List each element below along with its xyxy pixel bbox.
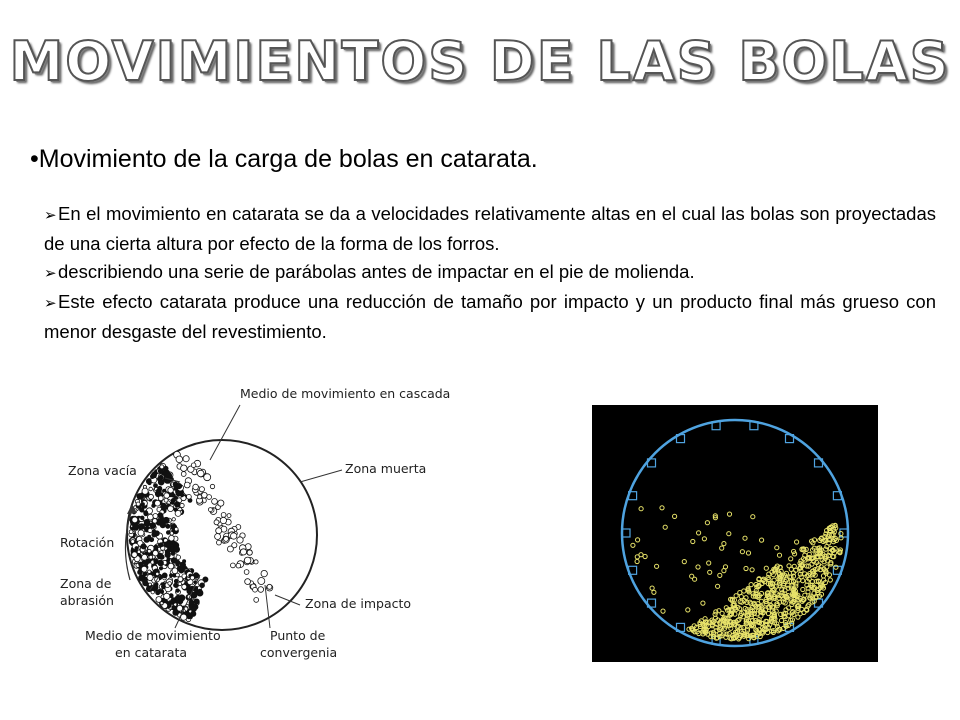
sim-ball [744, 566, 748, 570]
ball [178, 582, 182, 586]
ball [173, 546, 179, 552]
sim-ball [777, 553, 781, 557]
sim-ball [702, 537, 706, 541]
sim-ball [718, 573, 722, 577]
label-abrasion-zone-1: Zona de [60, 576, 112, 591]
ball [224, 536, 229, 541]
ball [168, 563, 174, 569]
ball [141, 516, 145, 520]
ball [165, 552, 170, 557]
sim-ball [760, 538, 764, 542]
ball [182, 584, 187, 589]
sim-ball [631, 543, 635, 547]
sim-ball [787, 564, 791, 568]
ball [258, 587, 264, 593]
sim-ball [639, 507, 643, 511]
ball [152, 530, 156, 534]
ball [215, 534, 221, 540]
ball [197, 470, 204, 477]
ball [216, 528, 222, 534]
label-rotation: Rotación [60, 535, 115, 550]
ball [178, 577, 183, 582]
ball [164, 493, 170, 499]
ball [181, 472, 186, 477]
list-item [44, 258, 936, 288]
ball [231, 533, 237, 539]
ball [236, 563, 241, 568]
ball [132, 552, 138, 558]
sim-ball [635, 555, 639, 559]
main-bullet [30, 143, 930, 175]
ball [150, 538, 154, 542]
sim-ball [660, 506, 664, 510]
ball [147, 479, 151, 483]
sim-ball [686, 608, 690, 612]
ball [143, 581, 148, 586]
ball [261, 570, 267, 576]
ball [171, 498, 175, 502]
ball [153, 514, 158, 519]
ball [158, 560, 164, 566]
ball [164, 498, 168, 502]
label-convergence-2: convergenia [260, 645, 338, 660]
ball [244, 557, 251, 564]
sim-ball [828, 578, 832, 582]
ball [199, 487, 204, 492]
ball [207, 495, 212, 500]
list-item [44, 288, 936, 346]
ball [258, 578, 265, 585]
ball [158, 496, 163, 501]
ball [160, 465, 164, 469]
arrow-bullet-icon: ➢ [44, 265, 57, 282]
sim-ball [734, 594, 738, 598]
sim-ball [764, 566, 768, 570]
sim-ball [743, 536, 747, 540]
bullet-marker: • [30, 145, 39, 173]
ball [177, 605, 183, 611]
liner-lifters [622, 422, 848, 645]
sim-ball [701, 601, 705, 605]
ball [237, 537, 243, 543]
list-item [44, 200, 936, 258]
sim-ball [727, 532, 731, 536]
sim-ball [720, 546, 724, 550]
ball [155, 500, 161, 506]
ball [244, 570, 249, 575]
ball [160, 602, 163, 605]
sim-ball [727, 512, 731, 516]
ball [160, 522, 166, 528]
sim-ball [722, 542, 726, 546]
label-impact-zone: Zona de impacto [305, 596, 412, 611]
sim-ball [663, 525, 667, 529]
sim-ball [759, 599, 763, 603]
ball [175, 510, 181, 516]
ball-motion-diagram [60, 370, 480, 670]
ball [176, 589, 180, 593]
ball [156, 572, 159, 575]
ball [181, 465, 187, 471]
ball [172, 606, 176, 610]
ball [149, 494, 154, 499]
ball [210, 484, 214, 488]
ball [148, 549, 152, 553]
label-abrasion-zone-2: abrasión [60, 593, 114, 608]
sim-ball [673, 514, 677, 518]
sim-ball [705, 521, 709, 525]
ball [158, 513, 163, 518]
ball [168, 487, 174, 493]
sim-ball [635, 559, 639, 563]
ball [174, 579, 178, 583]
slide-title: MOVIMIENTOS DE LAS BOLAS [9, 30, 951, 93]
ball [147, 574, 153, 580]
mill-simulation-image [592, 405, 878, 662]
ball [176, 456, 183, 463]
ball [192, 607, 197, 612]
ball [159, 543, 163, 547]
ball [149, 555, 153, 559]
ball [267, 584, 272, 589]
ball [175, 527, 179, 531]
ball [254, 560, 258, 564]
list-item-text: describiendo una serie de parábolas antes de impactar en el pie de molienda. [58, 261, 695, 282]
label-dead-zone: Zona muerta [345, 461, 427, 476]
sim-ball [655, 564, 659, 568]
sim-ball [650, 586, 654, 590]
ball [153, 519, 158, 524]
ball [176, 573, 180, 577]
ball [142, 488, 148, 494]
ball [217, 540, 222, 545]
ball [190, 576, 194, 580]
sim-ball [636, 538, 640, 542]
label-cascade-medium: Medio de movimiento en cascada [240, 386, 451, 401]
sim-ball [775, 546, 779, 550]
ball [175, 595, 180, 600]
ball [176, 560, 180, 564]
sim-ball [789, 557, 793, 561]
ball [176, 491, 181, 496]
ball [218, 500, 224, 506]
ball [168, 582, 172, 586]
sim-ball [796, 615, 800, 619]
ball [176, 555, 180, 559]
label-cataract-medium-1: Medio de movimiento [85, 628, 221, 643]
ball [139, 575, 145, 581]
ball [175, 502, 180, 507]
ball [184, 482, 190, 488]
ball [253, 587, 258, 592]
sim-ball [708, 570, 712, 574]
ball [156, 488, 161, 493]
sim-ball [821, 574, 825, 578]
sim-ball [792, 564, 796, 568]
sim-ball [691, 539, 695, 543]
sim-ball [661, 609, 665, 613]
ball [161, 585, 164, 588]
label-cataract-medium-2: en catarata [115, 645, 188, 660]
ball [221, 513, 226, 518]
ball [149, 487, 153, 491]
sim-ball [803, 593, 807, 597]
sim-ball [652, 590, 656, 594]
sim-ball [751, 515, 755, 519]
sim-ball [643, 554, 647, 558]
ball [154, 484, 158, 488]
ball [191, 463, 196, 468]
ball [169, 535, 175, 541]
ball [245, 579, 251, 585]
ball [167, 558, 170, 561]
ball [194, 599, 199, 604]
arrow-bullet-icon: ➢ [44, 295, 57, 312]
ball [154, 545, 158, 549]
ball [176, 483, 181, 488]
ball [180, 562, 186, 568]
label-empty-zone: Zona vacía [68, 463, 137, 478]
ball [141, 566, 147, 572]
sim-ball [839, 536, 843, 540]
ball [172, 518, 175, 521]
ball [187, 614, 192, 619]
ball [132, 517, 138, 523]
sim-ball [707, 561, 711, 565]
ball [220, 517, 226, 523]
sim-ball [696, 565, 700, 569]
ball [208, 508, 212, 512]
ball [148, 514, 154, 520]
list-item-text: Este efecto catarata produce una reducción de tamaño por impacto y un producto final más grueso con menor desgaste del revestimiento. [44, 291, 936, 342]
ball [254, 598, 259, 603]
ball [240, 549, 246, 555]
sim-ball [682, 560, 686, 564]
label-convergence-1: Punto de [270, 628, 326, 643]
ball [198, 589, 202, 593]
sim-ball [749, 583, 753, 587]
ball [145, 520, 150, 525]
ball [193, 484, 199, 490]
sim-ball [716, 584, 720, 588]
ball [247, 550, 252, 555]
list-item-text: En el movimiento en catarata se da a velocidades relativamente altas en el cual las bolas son proyectadas de una cierta altura por efecto de la forma de los forros. [44, 203, 936, 254]
main-bullet-text: Movimiento de la carga de bolas en catarata. [38, 145, 538, 173]
arrow-bullet-icon: ➢ [44, 207, 57, 224]
ball [141, 544, 146, 549]
ball [166, 525, 170, 529]
ball [169, 574, 172, 577]
ball [141, 503, 144, 506]
ball [227, 546, 233, 552]
ball [172, 541, 176, 545]
sim-ball [801, 587, 805, 591]
sub-bullet-list [44, 200, 936, 346]
ball [144, 562, 148, 566]
ball [167, 543, 172, 548]
ball [212, 499, 218, 505]
ball [231, 563, 236, 568]
sim-ball [766, 611, 770, 615]
ball [160, 555, 165, 560]
ball [187, 494, 192, 499]
ball [200, 583, 205, 588]
ball [158, 589, 162, 593]
ball [227, 514, 231, 518]
ball [131, 540, 135, 544]
ball [162, 573, 167, 578]
ball [135, 547, 138, 550]
ball [168, 506, 174, 512]
ball [204, 474, 211, 481]
ball [129, 530, 133, 534]
ball [174, 583, 178, 587]
sim-ball [697, 531, 701, 535]
ball [139, 562, 143, 566]
ball [136, 502, 140, 506]
sim-ball [720, 611, 724, 615]
sim-ball [722, 569, 726, 573]
sim-ball [738, 591, 742, 595]
ball [171, 552, 175, 556]
ball [183, 456, 189, 462]
ball [166, 473, 172, 479]
ball [166, 531, 170, 535]
sim-ball [690, 574, 694, 578]
sim-ball [746, 551, 750, 555]
sim-ball [779, 618, 783, 622]
ball [180, 503, 184, 507]
ball [214, 520, 219, 525]
ball [164, 593, 170, 599]
ball [144, 511, 148, 515]
ball [163, 505, 168, 510]
sim-ball [750, 568, 754, 572]
ball [198, 495, 202, 499]
ball [148, 528, 152, 532]
sim-ball [795, 540, 799, 544]
sim-ball [740, 550, 744, 554]
ball [151, 473, 156, 478]
ball [157, 477, 161, 481]
ball [138, 530, 144, 536]
ball [148, 570, 151, 573]
